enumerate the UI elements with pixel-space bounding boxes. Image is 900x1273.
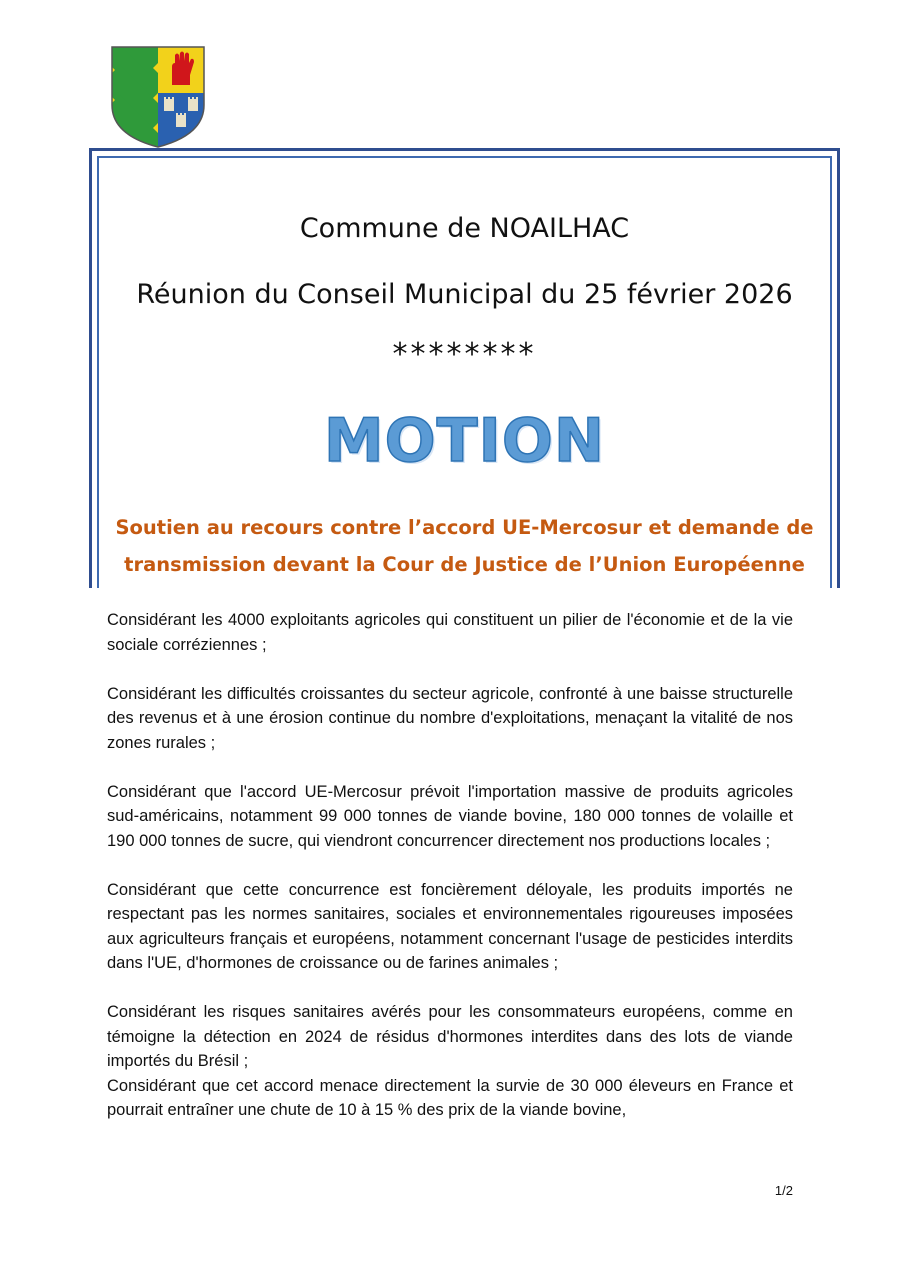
meeting-title: Réunion du Conseil Municipal du 25 février 2026 (136, 279, 793, 310)
paragraph-5: Considérant les risques sanitaires avérés pour les consommateurs européens, comme en témoigne la détection en 2024 de résidus d'hormones interdites dans des lots de viande importés du Brésil ; (107, 1003, 793, 1070)
motion-body (107, 608, 793, 1147)
motion-subtitle: Soutien au recours contre l’accord UE-Mercosur et demande de transmission devant la Cour de Justice de l’Union Européenne (115, 516, 814, 576)
paragraph-4: Considérant que cette concurrence est foncièrement déloyale, les produits importés ne respectant pas les normes sanitaires, sociales et environnementales rigoureuses imposées aux agriculteurs français et européens, notamment concernant l'usage de pesticides interdits dans l'UE, d'hormones de croissance ou de farines animales ; (107, 880, 793, 972)
page-number: 1/2 (774, 1183, 793, 1198)
commune-name: Commune de NOAILHAC (299, 213, 630, 244)
paragraph-2: Considérant les difficultés croissantes du secteur agricole, confronté à une baisse structurelle des revenus et à une érosion continue du nombre d'exploitations, menaçant la vitalité de nos zones rurales ; (107, 684, 793, 752)
paragraph-1: Considérant les 4000 exploitants agricoles qui constituent un pilier de l'économie et de la vie sociale corréziennes ; (107, 611, 793, 654)
paragraph-3: Considérant que l'accord UE-Mercosur prévoit l'importation massive de produits agricoles sud-américains, notamment 99 000 tonnes de viande bovine, 180 000 tonnes de volaille et 190 000 tonnes de sucre, qui viendront concurrencer directement nos productions locales ; (107, 782, 793, 850)
paragraph-6: Considérant que cet accord menace directement la survie de 30 000 éleveurs en France et pourrait entraîner une chute de 10 à 15 % des prix de la viande bovine, (107, 1076, 793, 1119)
motion-heading: MOTION (323, 406, 606, 476)
title-frame (89, 148, 840, 588)
separator-stars: ******** (392, 337, 537, 372)
coat-of-arms-logo (110, 45, 206, 149)
